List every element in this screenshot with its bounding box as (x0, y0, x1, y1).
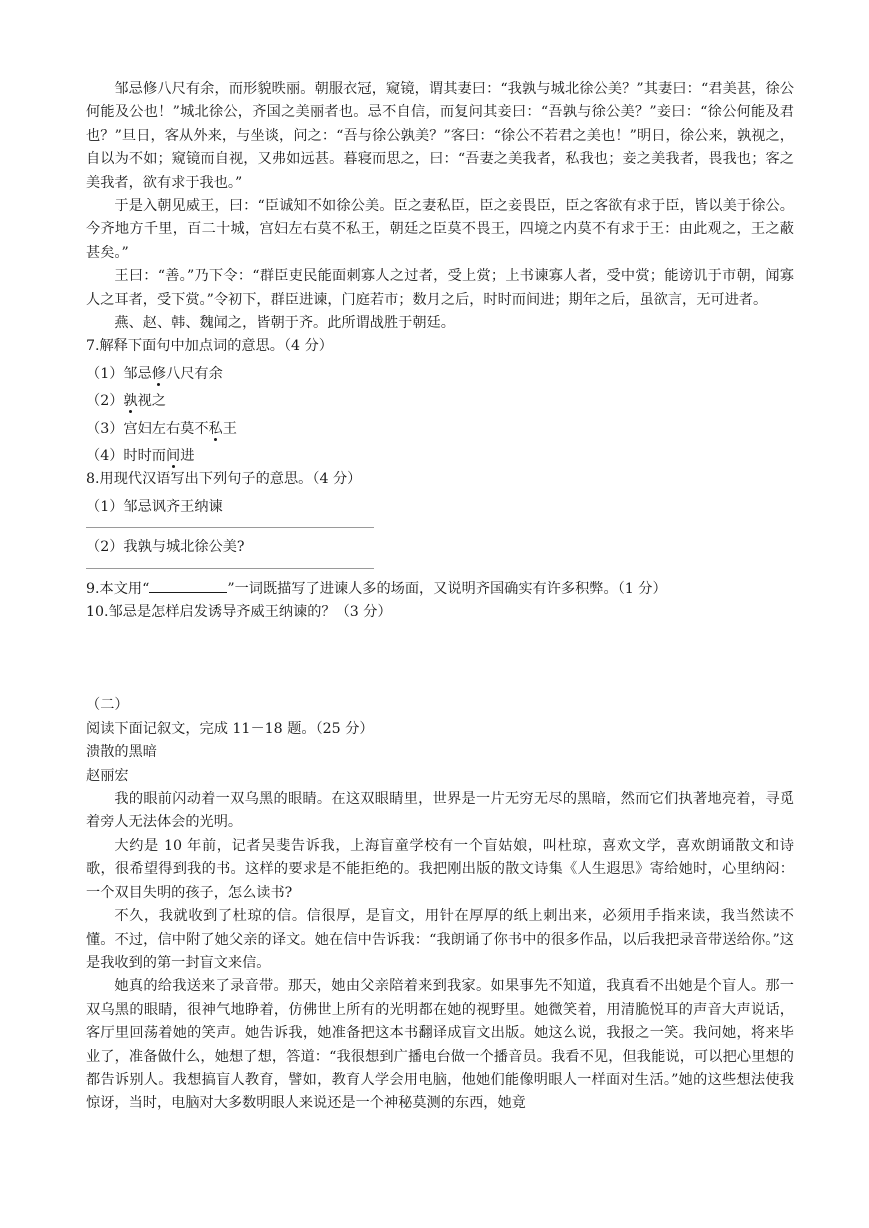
question-7 (86, 335, 794, 468)
passage-paragraph: 邹忌修八尺有余，而形貌昳丽。朝服衣冠，窥镜，谓其妻曰：“我孰与城北徐公美？”其妻曰：“君美甚，徐公何能及公也！”城北徐公，齐国之美丽者也。忌不自信，而复问其妾曰：“吾孰与徐公美？”妾曰：“徐公何能及君也？”旦日，客从外来，与坐谈，问之：“吾与徐公孰美？”客曰：“徐公不若君之美也！”明日，徐公来，孰视之，自以为不如；窥镜而自视，又弗如远甚。暮寝而思之，曰：“吾妻之美我者，私我也；妾之美我者，畏我也；客之美我者，欲有求于我也。” (86, 81, 794, 191)
question-7-item-2 (86, 390, 794, 413)
article-paragraph: 她真的给我送来了录音带。那天，她由父亲陪着来到我家。如果事先不知道，我真看不出她是个盲人。那一双乌黑的眼睛，很神气地睁着，仿佛世上所有的光明都在她的视野里。她微笑着，用清脆悦耳的声音大声说话，客厅里回荡着她的笑声。她告诉我，她准备把这本书翻译成盲文出版。她这么说，我报之一笑。我问她，将来毕业了，准备做什么，她想了想，答道：“我很想到广播电台做一个播音员。我看不见，但我能说，可以把心里想的都告诉别人。我想搞盲人教育，譬如，教育人学会用电脑，他她们能像明眼人一样面对生活。”她的这些想法使我惊讶，当时，电脑对大多数明眼人来说还是一个神秘莫测的东西，她竟 (86, 978, 794, 1112)
dotted-word: 修 (151, 365, 166, 382)
item-text-pre: 时时而 (123, 448, 166, 465)
passage-paragraph: 于是入朝见威王，曰：“臣诚知不如徐公美。臣之妻私臣，臣之妾畏臣，臣之客欲有求于臣，皆以美于徐公。今齐地方千里，百二十城，宫妇左右莫不私王，朝廷之臣莫不畏王，四境之内莫不有求于王：由此观之，王之蔽甚矣。” (86, 198, 794, 261)
item-number: （4） (86, 448, 124, 465)
item-number: （2） (86, 393, 124, 410)
fill-in-blank[interactable] (149, 577, 227, 593)
dotted-word: 间 (165, 448, 181, 465)
exam-page (86, 78, 794, 1116)
question-10: 10.邹忌是怎样启发诱导齐威王纳谏的？（3 分） (86, 604, 392, 621)
passage-paragraph: 燕、赵、韩、魏闻之，皆朝于齐。此所谓战胜于朝廷。 (114, 315, 455, 332)
item-text-pre: 邹忌 (123, 365, 152, 382)
article-author: 赵丽宏 (86, 767, 129, 784)
item-number: （1） (86, 365, 124, 382)
item-text-post: 八尺有余 (166, 365, 223, 382)
question-7-item-4 (86, 445, 794, 468)
passage-paragraph: 王曰：“善。”乃下令：“群臣吏民能面刺寡人之过者，受上赏；上书谏寡人者，受中赏；能谤讥于市朝，闻寡人之耳者，受下赏。”令初下，群臣进谏，门庭若市；数月之后，时时而间进；期年之后，虽欲言，无可进者。 (86, 268, 794, 308)
dotted-word: 孰 (123, 393, 138, 410)
article-paragraph: 我的眼前闪动着一双乌黑的眼睛。在这双眼睛里，世界是一片无穷无尽的黑暗，然而它们执著地亮着，寻觅着旁人无法体会的光明。 (86, 791, 794, 831)
article-title: 溃散的黑暗 (86, 744, 157, 761)
section-instruction: 阅读下面记叙文，完成 11－18 题。（25 分） (86, 720, 374, 737)
section-2 (86, 694, 794, 1115)
article-paragraph: 大约是 10 年前，记者吴斐告诉我，上海盲童学校有一个盲姑娘，叫杜琼，喜欢文学，喜欢朗诵散文和诗歌，很希望得到我的书。这样的要求是不能拒绝的。我把刚出版的散文诗集《人生遐思》寄给她时，心里纳闷：一个双目失明的孩子，怎么读书? (86, 837, 794, 901)
item-text-post: 视之 (137, 393, 166, 410)
question-8-title: 8.用现代汉语写出下列句子的意思。（4 分） (86, 471, 362, 488)
answer-space[interactable] (86, 624, 794, 694)
item-text-pre: 宫妇左右莫不 (123, 420, 209, 437)
question-9 (86, 577, 794, 601)
dotted-word: 私 (208, 420, 223, 437)
question-9-pre: 9.本文用“ (86, 580, 150, 597)
article-paragraph: 不久，我就收到了杜琼的信。信很厚，是盲文，用针在厚厚的纸上刺出来，必须用手指来读，我当然读不懂。不过，信中附了她父亲的译文。她在信中告诉我：“我朗诵了你书中的很多作品，以后我把录音带送给你。”这是我收到的第一封盲文来信。 (86, 908, 794, 971)
question-7-item-1 (86, 363, 794, 386)
section-label: （二） (86, 697, 129, 714)
passage-zou-ji (86, 78, 794, 335)
question-9-post: ”一词既描写了进谏人多的场面，又说明齐国确实有许多积弊。（1 分） (227, 580, 667, 597)
item-number: （3） (86, 420, 124, 437)
answer-line[interactable] (86, 568, 374, 569)
question-8-item-1: （1）邹忌讽齐王纳谏 (86, 498, 223, 515)
answer-line[interactable] (86, 527, 374, 528)
item-text-post: 进 (180, 448, 195, 465)
question-7-item-3 (86, 418, 794, 441)
question-7-title: 7.解释下面句中加点词的意思。（4 分） (86, 338, 333, 355)
question-8-item-2: （2）我孰与城北徐公美? (86, 539, 245, 556)
question-8 (86, 468, 794, 568)
item-text-post: 王 (222, 420, 237, 437)
